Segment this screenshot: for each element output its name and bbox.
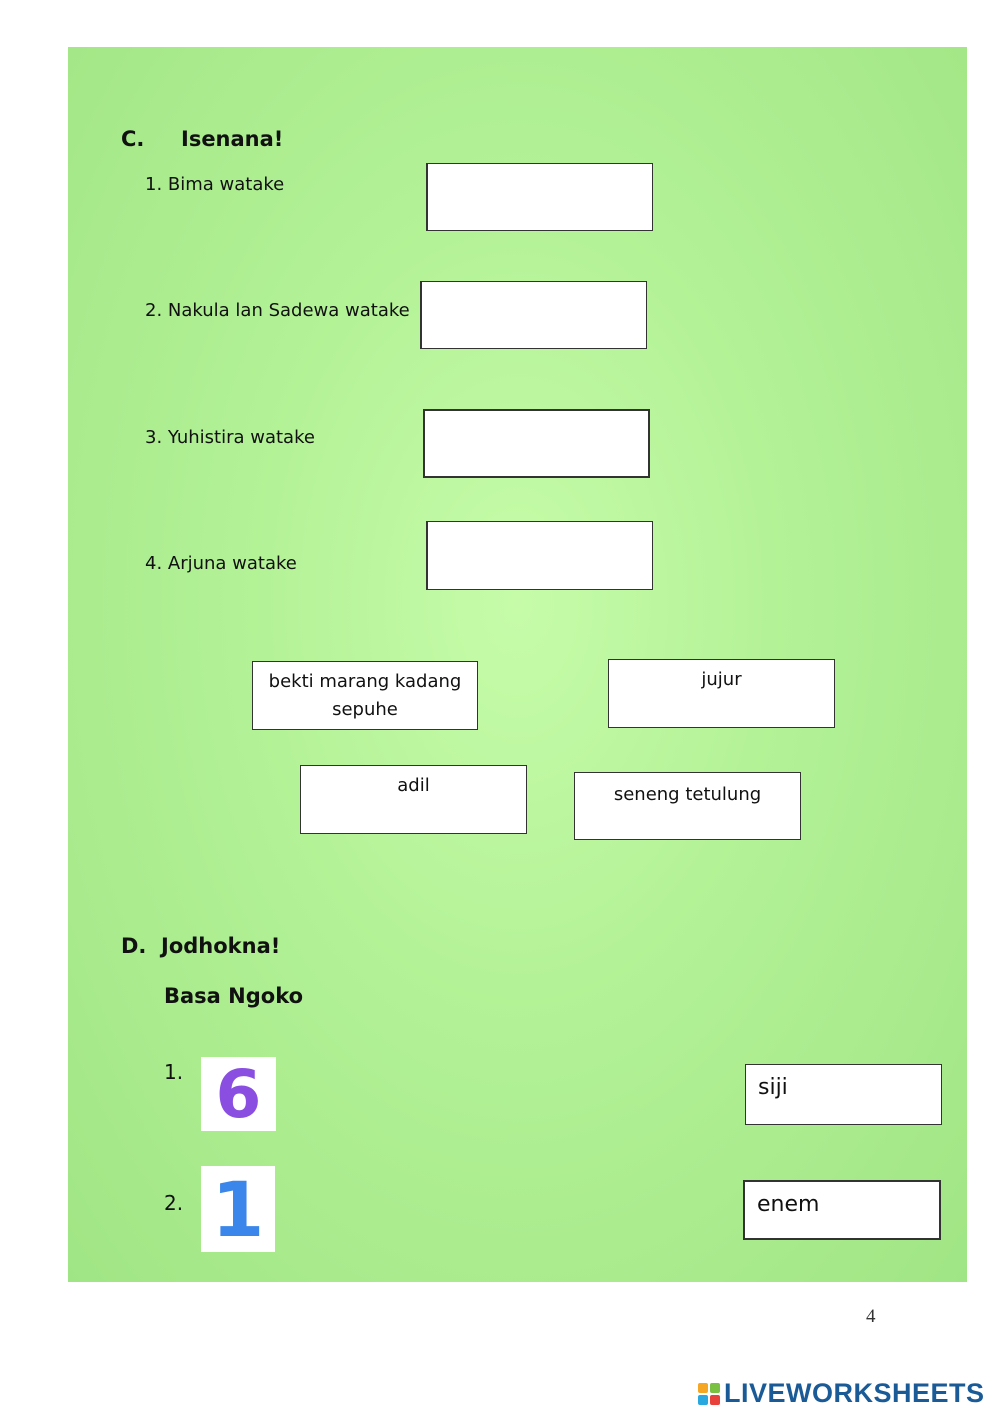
option-chip-jujur[interactable]: jujur — [608, 659, 835, 728]
match-answer-siji[interactable]: siji — [745, 1064, 942, 1125]
section-c-letter: C. — [121, 127, 145, 151]
question-1-label: 1. Bima watake — [145, 174, 285, 195]
brand-name: LIVEWORKSHEETS — [724, 1378, 985, 1408]
match-answer-enem[interactable]: enem — [743, 1180, 941, 1240]
section-d-title: Jodhokna! — [161, 934, 281, 958]
question-2-label: 2. Nakula lan Sadewa watake — [145, 300, 410, 321]
answer-box-2[interactable] — [420, 281, 647, 349]
option-chip-bekti-marang-kadang-sepuhe[interactable]: bekti marang kadang sepuhe — [252, 661, 478, 730]
match-item-1-number: 1. — [164, 1060, 184, 1084]
brand-mark-icon — [698, 1383, 720, 1405]
number-six-picture: 6 — [201, 1057, 276, 1131]
answer-box-3[interactable] — [423, 409, 650, 478]
question-4-label: 4. Arjuna watake — [145, 553, 297, 574]
section-d-letter: D. — [121, 934, 147, 958]
brand-logo — [698, 1378, 985, 1409]
section-c-title: Isenana! — [181, 127, 284, 151]
match-item-2-number: 2. — [164, 1191, 184, 1215]
option-chip-seneng-tetulung[interactable]: seneng tetulung — [574, 772, 801, 840]
answer-box-1[interactable] — [426, 163, 653, 231]
option-chip-adil[interactable]: adil — [300, 765, 527, 834]
question-3-label: 3. Yuhistira watake — [145, 427, 315, 448]
page-number: 4 — [866, 1306, 876, 1327]
answer-box-4[interactable] — [426, 521, 653, 590]
section-d-subtitle: Basa Ngoko — [164, 984, 304, 1008]
number-one-picture: 1 — [201, 1166, 275, 1252]
